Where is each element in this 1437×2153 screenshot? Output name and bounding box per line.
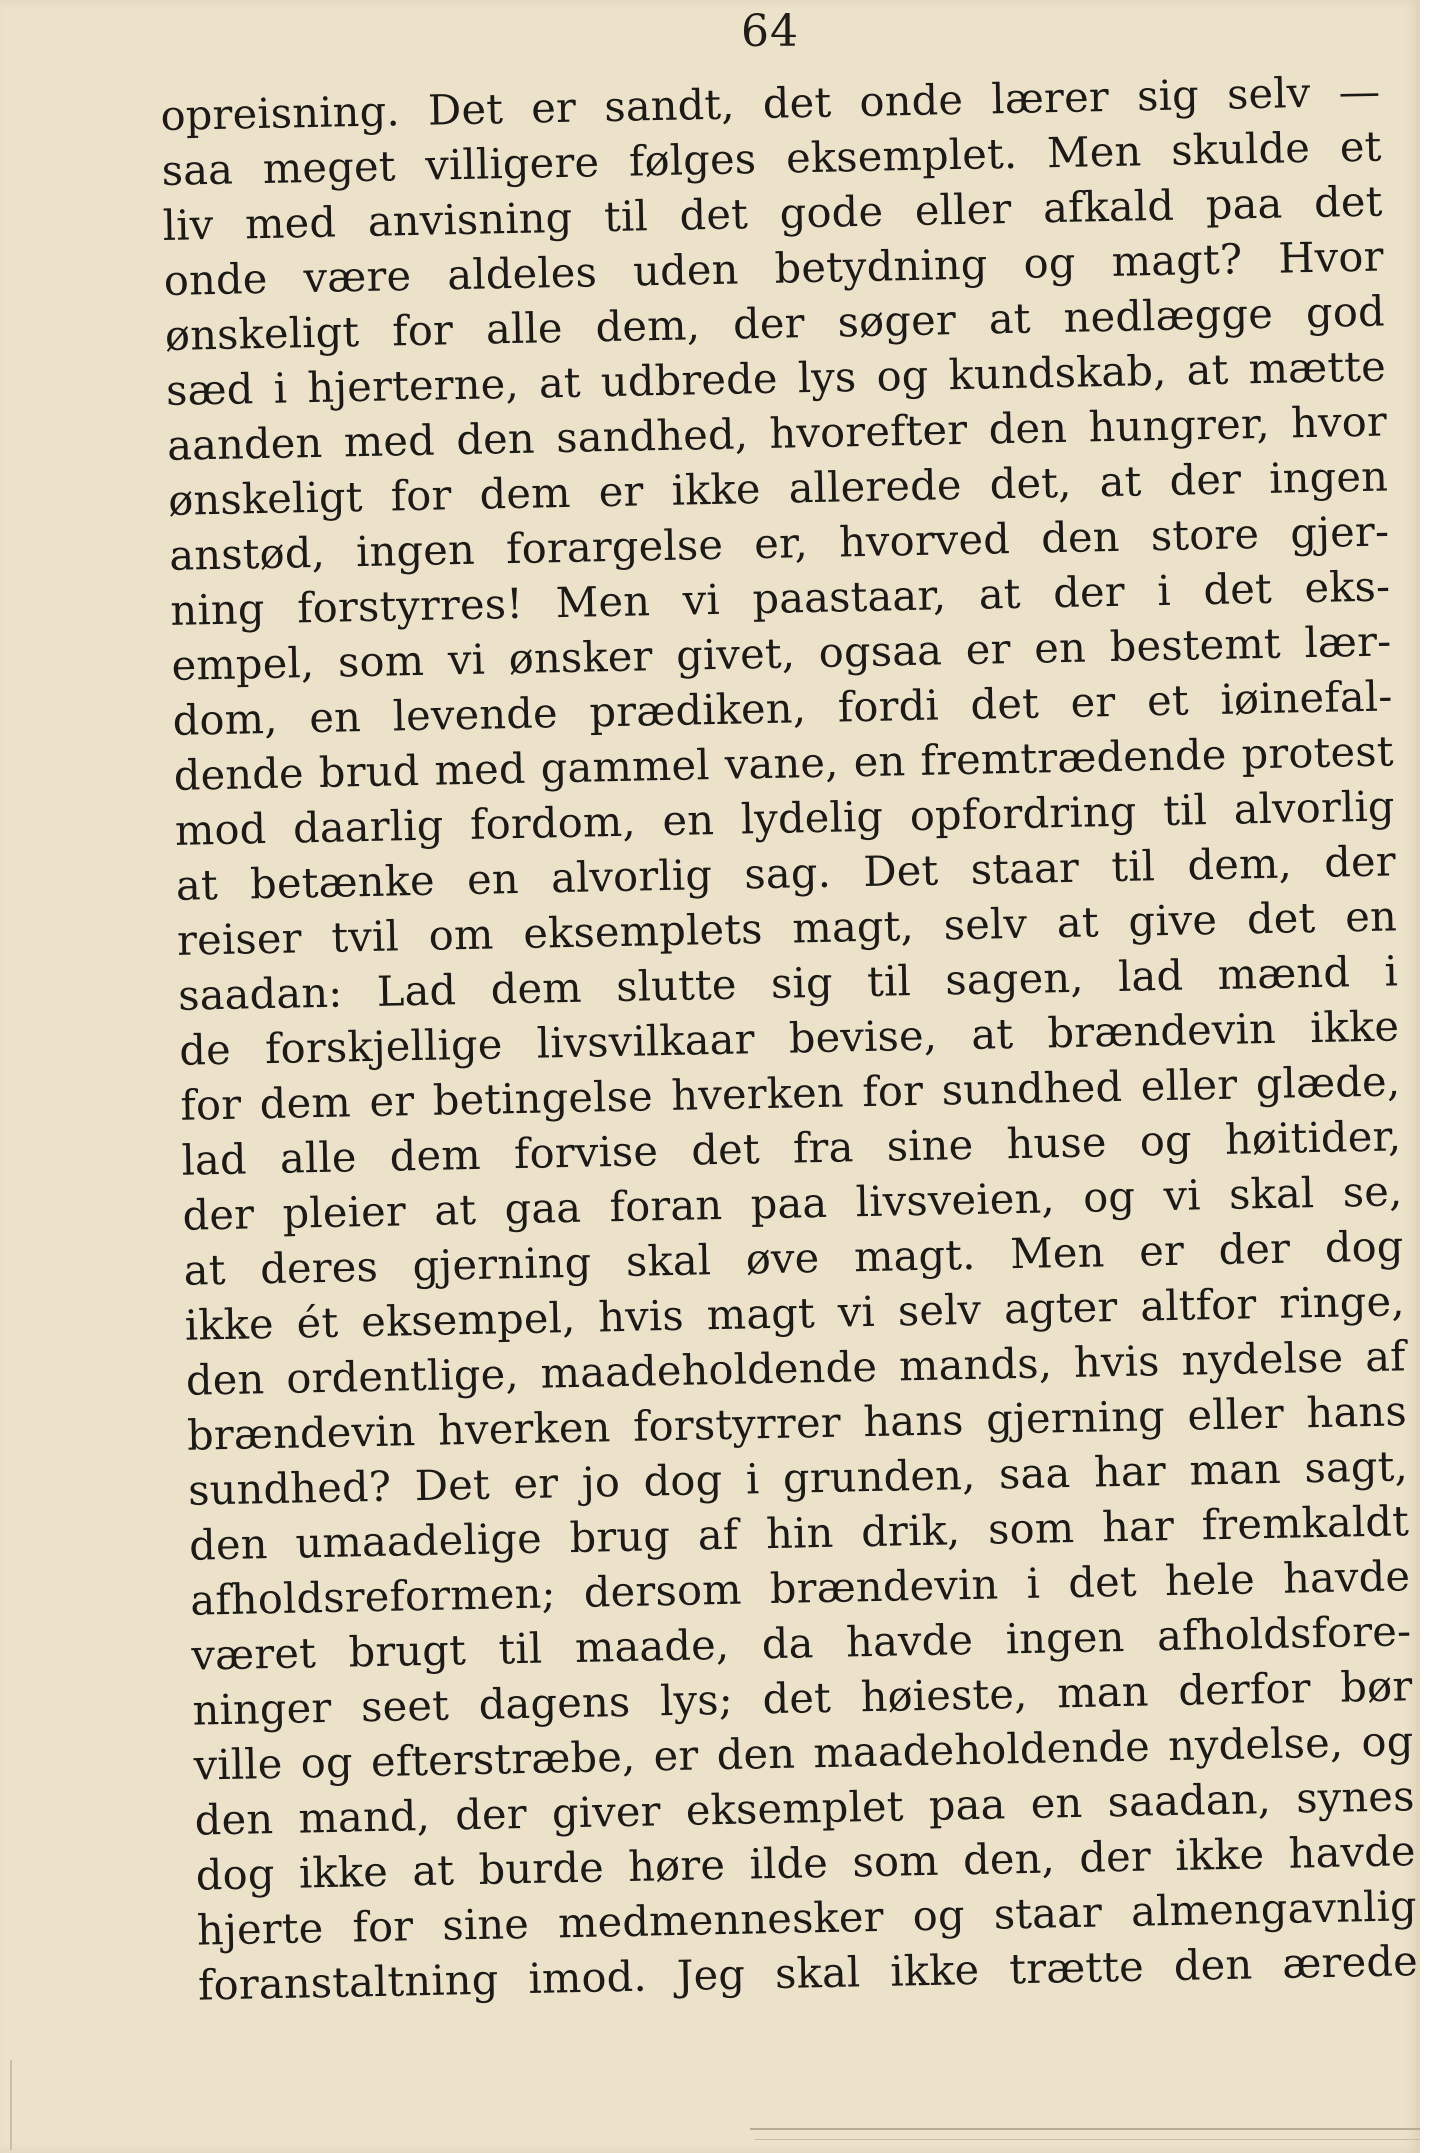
text-line: ønskeligt for dem er ikke allerede det, at der ingen [167, 451, 1389, 525]
scan-edge-rule [755, 2139, 1420, 2140]
text-line: reiser tvil om eksemplets magt, selv at give det en [176, 891, 1398, 965]
body-text [160, 64, 1418, 2013]
text-line: den mand, der giver eksemplet paa en saadan, synes [194, 1771, 1416, 1845]
text-line: foranstaltning imod. Jeg skal ikke trætte den ærede [197, 1936, 1419, 2010]
text-line: den ordentlige, maadeholdende mands, hvis nydelse af [185, 1331, 1407, 1405]
page-crease [10, 2060, 12, 2150]
text-line: de forskjellige livsvilkaar bevise, at brændevin ikke [178, 1001, 1400, 1075]
text-line: lad alle dem forvise det fra sine huse og høitider, [181, 1111, 1402, 1185]
scan-margin [1420, 0, 1437, 2153]
text-line: liv med anvisning til det gode eller afkald paa det [162, 176, 1384, 250]
text-line: ninger seet dagens lys; det høieste, man derfor bør [192, 1661, 1413, 1735]
text-line: empel, som vi ønsker givet, ogsaa er en bestemt lær- [171, 616, 1392, 690]
text-line: sundhed? Det er jo dog i grunden, saa har man sagt, [187, 1441, 1409, 1515]
text-line: at deres gjerning skal øve magt. Men er der dog [183, 1221, 1404, 1295]
text-line: den umaadelige brug af hin drik, som har fremkaldt [188, 1496, 1410, 1570]
text-line: hjerte for sine medmennesker og staar almengavnlig [196, 1881, 1418, 1955]
text-line: ning forstyrres! Men vi paastaar, at der i det eks- [169, 561, 1391, 635]
text-line: dende brud med gammel vane, en fremtrædende protest [173, 726, 1395, 800]
text-line: saa meget villigere følges eksemplet. Men skulde et [161, 121, 1382, 195]
text-line: ville og efterstræbe, er den maadeholdende nydelse, og [193, 1716, 1414, 1790]
text-line: for dem er betingelse hverken for sundhed eller glæde, [179, 1056, 1401, 1130]
text-line: afholdsreformen; dersom brændevin i det hele havde [189, 1551, 1411, 1625]
text-line: saadan: Lad dem slutte sig til sagen, lad mænd i [177, 946, 1399, 1020]
text-line: at betænke en alvorlig sag. Det staar til dem, der [175, 836, 1397, 910]
scan-edge-rule [750, 2128, 1420, 2130]
text-line: ønskeligt for alle dem, der søger at nedlægge god [164, 286, 1386, 360]
text-line: sæd i hjerterne, at udbrede lys og kundskab, at mætte [165, 341, 1387, 415]
text-line: anstød, ingen forargelse er, hvorved den store gjer- [168, 506, 1390, 580]
text-line: brændevin hverken forstyrrer hans gjerning eller hans [186, 1386, 1408, 1460]
text-line: opreisning. Det er sandt, det onde lærer sig selv — [160, 66, 1381, 140]
text-line: der pleier at gaa foran paa livsveien, og vi skal se, [182, 1166, 1403, 1240]
text-line: onde være aldeles uden betydning og magt? Hvor [163, 231, 1385, 305]
text-line: været brugt til maade, da havde ingen afholdsfore- [190, 1606, 1412, 1680]
text-line: dog ikke at burde høre ilde som den, der ikke havde [195, 1826, 1417, 1900]
text-line: mod daarlig fordom, en lydelig opfordring til alvorlig [174, 781, 1396, 855]
text-line: aanden med den sandhed, hvorefter den hungrer, hvor [166, 396, 1388, 470]
text-line: dom, en levende prædiken, fordi det er et iøinefal- [172, 671, 1393, 745]
text-line: ikke ét eksempel, hvis magt vi selv agter altfor ringe, [184, 1276, 1406, 1350]
page-number: 64 [741, 6, 799, 57]
